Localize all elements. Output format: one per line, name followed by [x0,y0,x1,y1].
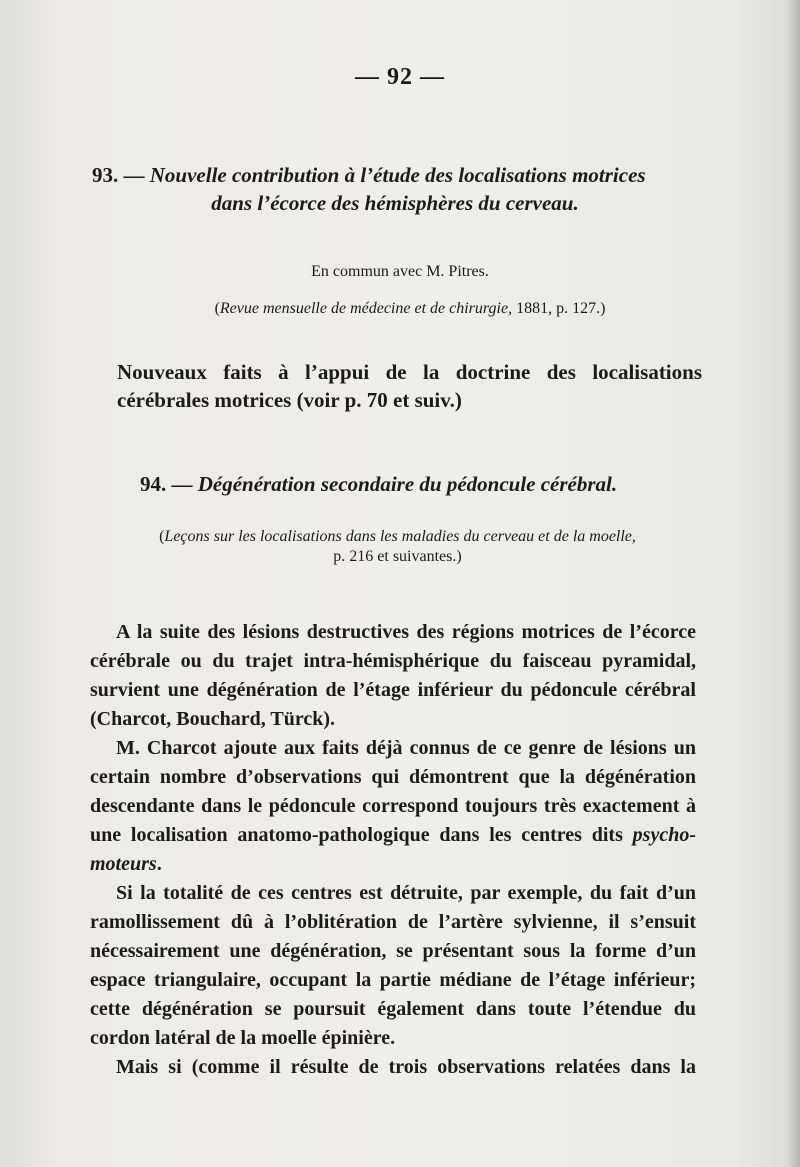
source-reference: 1881, p. 127.) [512,300,606,317]
article-93-summary: Nouveaux faits à l’appui de la doctrine des localisations cérébrales motrices (voir p. 70 et suiv.) [117,360,702,412]
page-edge-shadow [786,0,800,1167]
article-94-title-text: Dégénération secondaire du pédoncule cérébral. [197,472,618,496]
article-93-number: 93. — [92,163,145,187]
paragraph: Si la totalité de ces centres est détruite, par exemple, du fait d’un ramollissement dû à l’oblitération de l’artère sylvienne, il s’ensuit nécessairement une dégénération, se présentant sous la forme d’un espace triangulaire, occupant la partie médiane de l’étage inférieur; cette dégénération se poursuit également dans toute l’étendue du cordon latéral de la moelle épinière. [90,882,696,1049]
page-number: — 92 — [355,64,445,90]
article-93-title-line1: Nouvelle contribution à l’étude des localisations motrices [149,163,646,187]
source-open-paren: ( [214,300,220,317]
source-title: Leçons sur les localisations dans les maladies du cerveau et de la moelle, [164,528,636,545]
article-94-title [140,470,700,498]
article-94-number: 94. — [140,472,193,496]
source-reference: p. 216 et suivantes.) [333,548,462,565]
paragraph-text: M. Charcot ajoute aux faits déjà connus de ce genre de lésions un certain nombre d’observations qui démontrent que la dégénération descendante dans le pédoncule correspond toujours très exactement à une localisation anatomo-pathologique dans les centres dits [90,737,696,846]
article-93-collaboration: En commun avec M. Pitres. [311,263,489,280]
source-open-paren: ( [159,528,165,545]
source-journal: Revue mensuelle de médecine et de chirurgie, [219,300,513,317]
italic-term: psycho-moteurs [90,824,696,875]
article-93-title-line2: dans l’écorce des hémisphères du cerveau. [211,191,579,215]
paragraph: A la suite des lésions destructives des régions motrices de l’écorce cérébrale ou du trajet intra-hémisphérique du faisceau pyramidal, survient une dégénération de l’étage inférieur du pédoncule cérébral (Charcot, Bouchard, Türck). [90,621,696,730]
article-94-body [90,618,696,1082]
article-93-source [150,300,670,318]
paragraph-end: . [156,853,162,875]
article-94-source [95,527,700,567]
article-93-title [92,161,698,217]
paragraph [90,734,696,879]
paragraph: Mais si (comme il résulte de trois observations relatées dans la [116,1056,696,1078]
